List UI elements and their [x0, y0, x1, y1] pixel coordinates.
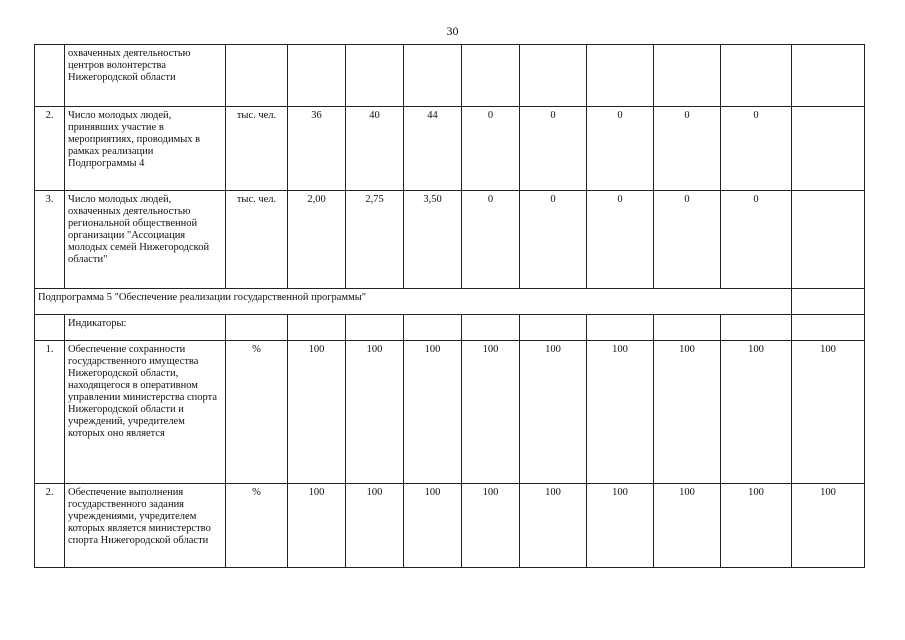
indicator-name: Число молодых людей, охваченных деятельностью региональной общественной организации "Ассоциация молодых семей Нижегородской области": [65, 191, 226, 289]
page-number: 30: [446, 24, 459, 38]
table-row: [35, 107, 865, 191]
value-cell: [346, 45, 404, 107]
indicators-label: Индикаторы:: [65, 315, 226, 341]
value-cell: 100: [587, 341, 654, 484]
value-cell: 0: [721, 107, 792, 191]
value-cell: [792, 45, 865, 107]
value-cell: 0: [587, 191, 654, 289]
unit-cell: %: [226, 484, 288, 568]
row-number: 1.: [35, 341, 65, 484]
empty-cell: [721, 315, 792, 341]
row-number: 3.: [35, 191, 65, 289]
value-cell: 100: [792, 484, 865, 568]
value-cell: 100: [654, 341, 721, 484]
value-cell: 3,50: [404, 191, 462, 289]
value-cell: 100: [520, 484, 587, 568]
indicators-header-row: [35, 315, 865, 341]
value-cell: 36: [288, 107, 346, 191]
empty-cell: [520, 315, 587, 341]
table-row: [35, 484, 865, 568]
value-cell: [288, 45, 346, 107]
value-cell: 100: [462, 341, 520, 484]
indicator-name: Число молодых людей, принявших участие в мероприятиях, проводимых в рамках реализации Подпрограммы 4: [65, 107, 226, 191]
value-cell: 100: [520, 341, 587, 484]
value-cell: 0: [654, 191, 721, 289]
indicator-name: охваченных деятельностью центров волонтерства Нижегородской области: [65, 45, 226, 107]
value-cell: 2,75: [346, 191, 404, 289]
value-cell: [721, 45, 792, 107]
indicator-name: Обеспечение сохранности государственного имущества Нижегородской области, находящегося в оперативном управлении министерства спорта Нижегородской области и учреждений, учредителем которых оно является: [65, 341, 226, 484]
table-row: [35, 45, 865, 107]
unit-cell: тыс. чел.: [226, 107, 288, 191]
unit-cell: [226, 45, 288, 107]
empty-cell: [654, 315, 721, 341]
indicator-name: Обеспечение выполнения государственного задания учреждениями, учредителем которых является министерство спорта Нижегородской области: [65, 484, 226, 568]
value-cell: [792, 107, 865, 191]
value-cell: 100: [721, 484, 792, 568]
value-cell: [462, 45, 520, 107]
subprogram-title: Подпрограмма 5 "Обеспечение реализации государственной программы": [35, 289, 792, 315]
value-cell: 0: [520, 191, 587, 289]
value-cell: 100: [587, 484, 654, 568]
subprogram-row: [35, 289, 865, 315]
value-cell: 100: [346, 484, 404, 568]
value-cell: 100: [346, 341, 404, 484]
value-cell: 100: [404, 484, 462, 568]
value-cell: 100: [792, 341, 865, 484]
empty-cell: [35, 315, 65, 341]
value-cell: [520, 45, 587, 107]
value-cell: 0: [462, 107, 520, 191]
value-cell: 100: [288, 341, 346, 484]
value-cell: [404, 45, 462, 107]
value-cell: 0: [721, 191, 792, 289]
unit-cell: тыс. чел.: [226, 191, 288, 289]
value-cell: 100: [721, 341, 792, 484]
value-cell: 100: [462, 484, 520, 568]
value-cell: 100: [288, 484, 346, 568]
table-row: [35, 341, 865, 484]
value-cell: 0: [462, 191, 520, 289]
value-cell: [792, 191, 865, 289]
empty-cell: [404, 315, 462, 341]
value-cell: 0: [587, 107, 654, 191]
value-cell: 0: [654, 107, 721, 191]
empty-cell: [587, 315, 654, 341]
row-number: 2.: [35, 484, 65, 568]
empty-cell: [792, 289, 865, 315]
row-number: [35, 45, 65, 107]
unit-cell: %: [226, 341, 288, 484]
value-cell: 44: [404, 107, 462, 191]
value-cell: 40: [346, 107, 404, 191]
empty-cell: [792, 315, 865, 341]
indicators-table: [34, 44, 865, 568]
empty-cell: [288, 315, 346, 341]
empty-cell: [462, 315, 520, 341]
value-cell: 100: [654, 484, 721, 568]
value-cell: 2,00: [288, 191, 346, 289]
table-row: [35, 191, 865, 289]
row-number: 2.: [35, 107, 65, 191]
empty-cell: [346, 315, 404, 341]
value-cell: [654, 45, 721, 107]
value-cell: [587, 45, 654, 107]
empty-cell: [226, 315, 288, 341]
value-cell: 0: [520, 107, 587, 191]
value-cell: 100: [404, 341, 462, 484]
